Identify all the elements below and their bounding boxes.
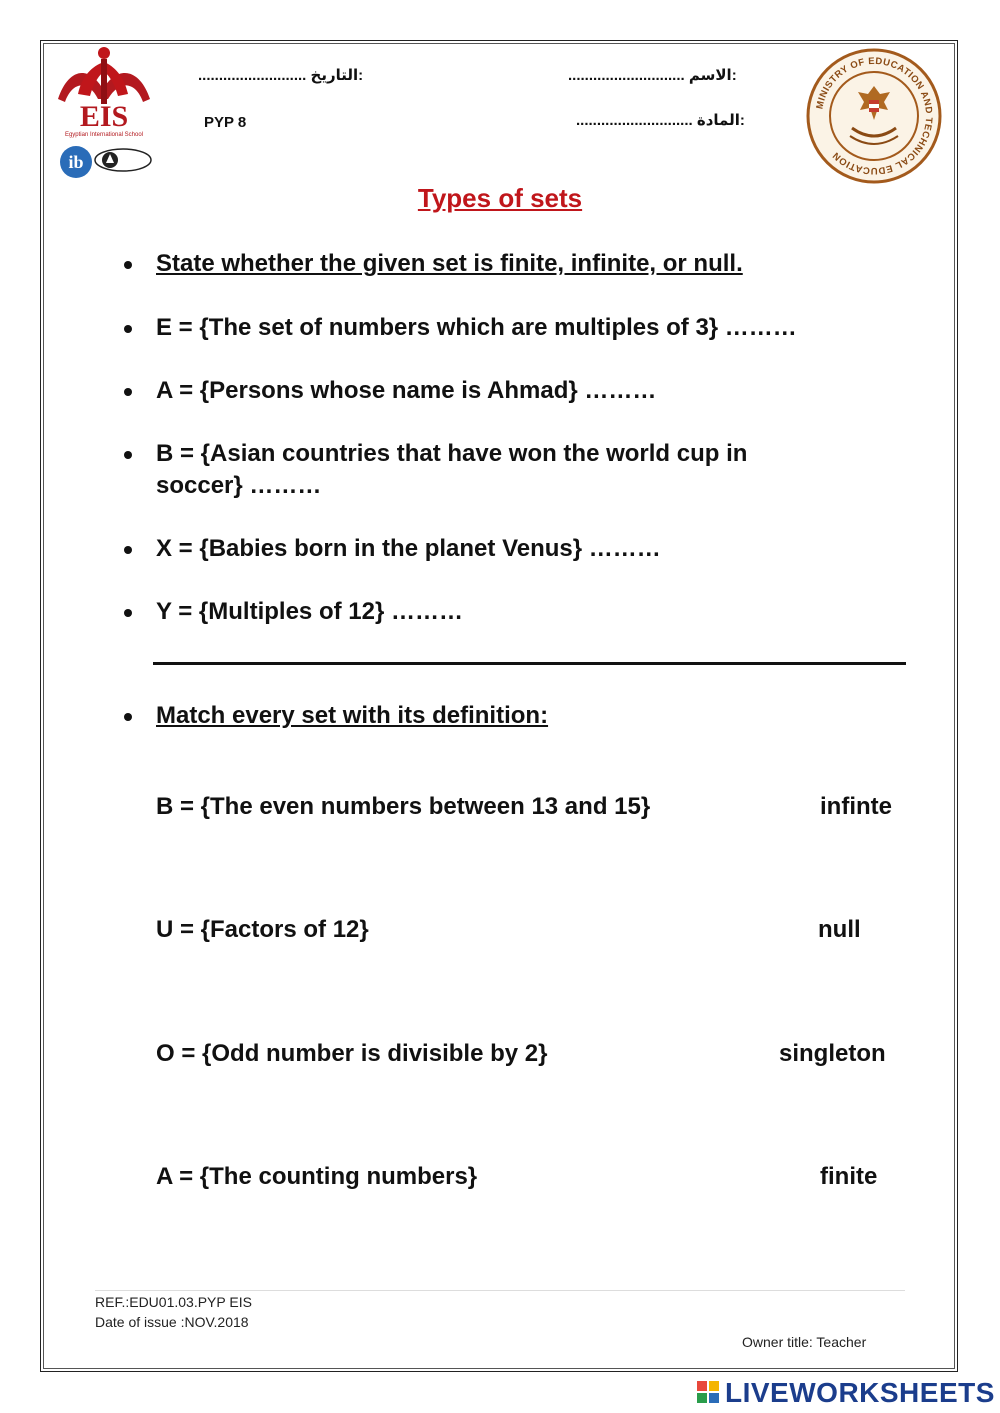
bullet-dot xyxy=(124,713,132,721)
svg-text:ib: ib xyxy=(68,152,84,172)
seal-text: MINISTRY OF EDUCATION AND TECHNICAL EDUCATION xyxy=(814,55,935,177)
set-question-text xyxy=(156,438,876,502)
set-question-text: Y = {Multiples of 12} ……… xyxy=(156,598,463,625)
bullet-dot xyxy=(124,261,132,269)
worksheet-title: Types of sets xyxy=(417,183,583,213)
match-set-item[interactable]: B = {The even numbers between 13 and 15} xyxy=(156,793,651,820)
ministry-seal-icon xyxy=(806,48,942,184)
date-label: التاريخ: xyxy=(310,67,364,84)
set-question-text: A = {Persons whose name is Ahmad} ……… xyxy=(156,377,657,404)
name-field xyxy=(568,66,737,84)
subject-label: المادة: xyxy=(696,112,745,129)
match-definition-item[interactable]: singleton xyxy=(779,1040,886,1067)
match-set-item[interactable]: O = {Odd number is divisible by 2} xyxy=(156,1040,548,1067)
svg-text:EIS: EIS xyxy=(79,100,129,133)
name-label: الاسم: xyxy=(688,67,737,84)
match-set-item[interactable]: U = {Factors of 12} xyxy=(156,916,369,943)
match-definition-item[interactable]: null xyxy=(818,916,861,943)
section1-instruction-text: State whether the given set is finite, infinite, or null. xyxy=(156,250,743,277)
bullet-dot xyxy=(124,451,132,459)
date-dots: .......................... xyxy=(198,67,307,84)
footer-divider xyxy=(95,1290,905,1291)
ministry-seal xyxy=(806,48,942,184)
bullet-dot xyxy=(124,609,132,617)
footer-date-of-issue: Date of issue :NOV.2018 xyxy=(95,1314,249,1330)
section2-instruction-text: Match every set with its definition: xyxy=(156,702,549,729)
liveworksheets-brand xyxy=(697,1376,995,1410)
set-question-line2: soccer} ……… xyxy=(156,472,322,499)
svg-text:Egyptian International School: Egyptian International School xyxy=(64,132,144,138)
bullet-dot xyxy=(124,388,132,396)
match-definition-item[interactable]: finite xyxy=(820,1163,878,1190)
subject-dots: ............................ xyxy=(576,112,693,129)
footer-owner: Owner title: Teacher xyxy=(742,1334,867,1350)
liveworksheets-logo-icon xyxy=(697,1381,721,1405)
grade-label: PYP 8 xyxy=(204,114,247,131)
set-question-text: E = {The set of numbers which are multiples of 3} ……… xyxy=(156,314,797,341)
date-field xyxy=(198,66,363,84)
name-dots: ............................ xyxy=(568,67,685,84)
footer-ref: REF.:EDU01.03.PYP EIS xyxy=(95,1294,252,1310)
set-question-line1: B = {Asian countries that have won the world cup in xyxy=(156,440,748,467)
school-logo xyxy=(48,44,160,184)
bullet-dot xyxy=(124,325,132,333)
section-divider xyxy=(153,662,906,665)
liveworksheets-text: LIVEWORKSHEETS xyxy=(725,1377,995,1408)
set-question-text: X = {Babies born in the planet Venus} ……… xyxy=(156,535,661,562)
bullet-dot xyxy=(124,546,132,554)
match-definition-item[interactable]: infinte xyxy=(820,793,892,820)
match-set-item[interactable]: A = {The counting numbers} xyxy=(156,1163,478,1190)
subject-field xyxy=(576,111,745,129)
eis-logo-icon xyxy=(48,44,160,184)
